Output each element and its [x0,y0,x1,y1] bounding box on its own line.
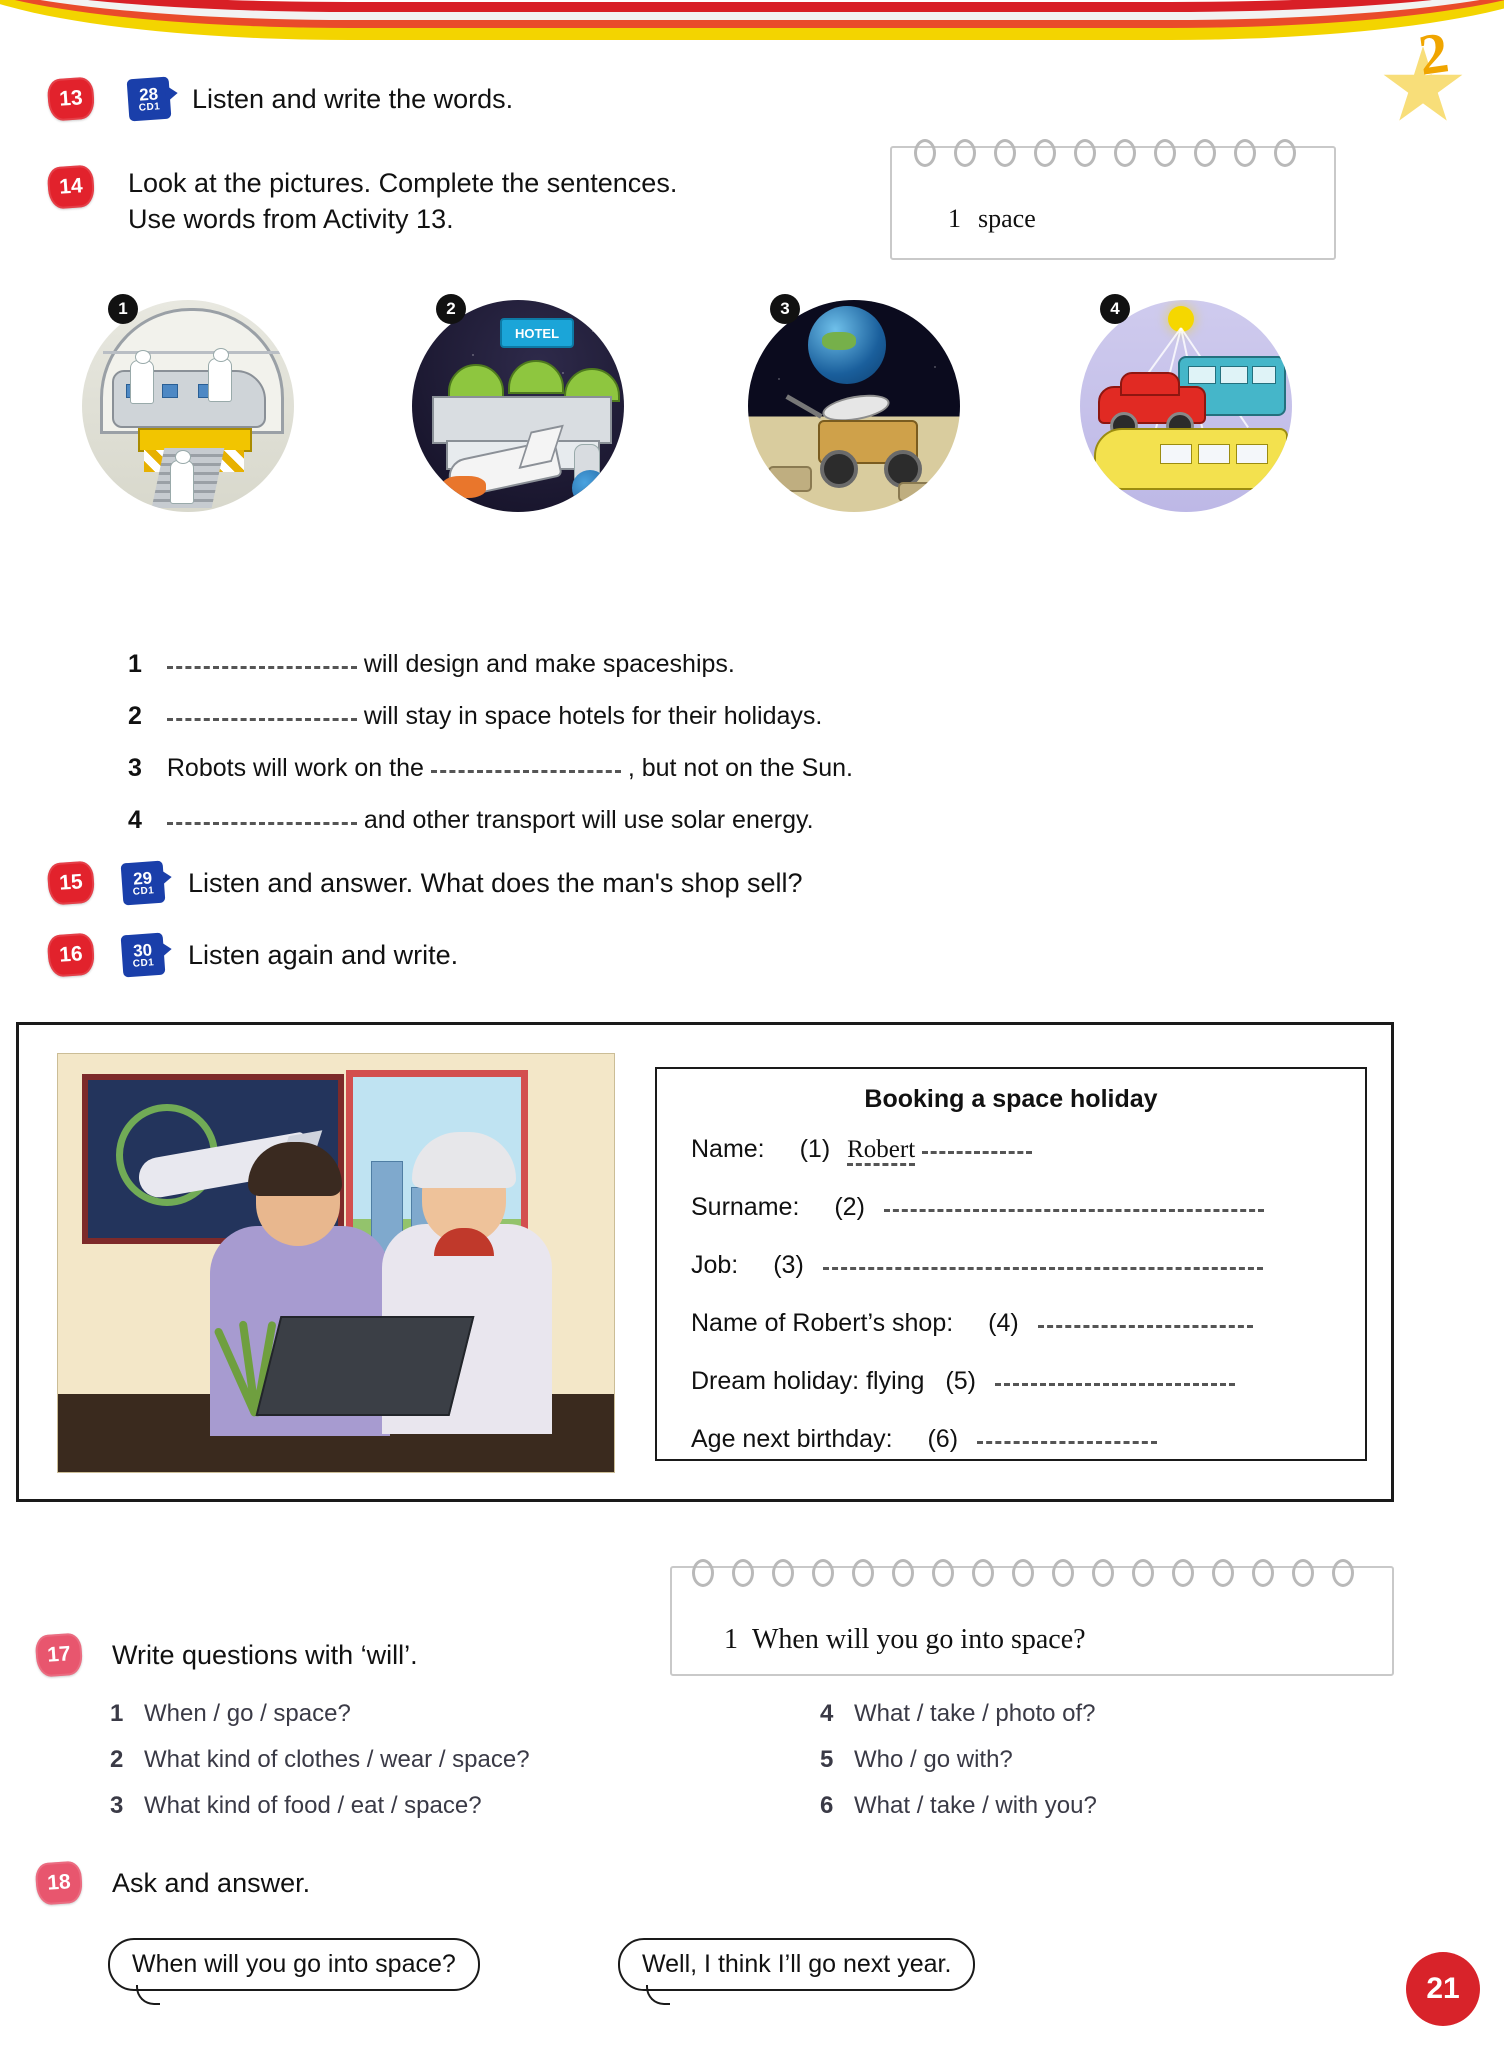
audio-track-number: 29 [132,867,153,889]
page-number-badge: 21 [1406,1952,1480,2026]
form-blank-6[interactable] [977,1441,1157,1444]
sentence-3-number: 3 [128,754,142,782]
speech-bubble-answer: Well, I think I’ll go next year. [618,1938,975,1991]
form-row-name [691,1135,1032,1164]
question-1-text: When / go / space? [144,1700,351,1727]
sentence-4-number: 4 [128,806,142,834]
picture-3-badge: 3 [770,294,800,324]
audio-icon-28[interactable] [127,77,172,122]
activity-15-instruction: Listen and answer. What does the man's shop sell? [188,868,803,898]
sentence-3-pretext: Robots will work on the [166,754,424,782]
sentence-4-text: and other transport will use solar energy. [363,806,814,834]
form-row-surname [691,1193,1264,1222]
question-item-5 [820,1746,1013,1774]
form-answer-name[interactable]: Robert [847,1136,915,1166]
question-6-text: What / take / with you? [854,1792,1097,1819]
form-label-name: Name: [691,1135,765,1163]
form-blank-1[interactable] [922,1151,1032,1154]
activity-17-number: 17 [35,1632,84,1677]
question-4-number: 4 [820,1700,834,1727]
notepad-17-item: 1 [724,1624,738,1655]
question-2-number: 2 [110,1746,124,1773]
activity-16-instruction: Listen again and write. [188,940,459,970]
form-blank-3[interactable] [823,1267,1263,1270]
question-item-2 [110,1746,530,1774]
picture-solar-transport [1080,300,1292,512]
form-marker-6: (6) [927,1425,959,1453]
picture-1-badge: 1 [108,294,138,324]
audio-cd-label: CD1 [138,100,161,114]
sentence-1 [128,650,735,679]
form-blank-2[interactable] [884,1209,1264,1212]
audio-icon-29[interactable] [121,861,166,906]
unit-number: 2 [1414,19,1453,88]
sentence-4-blank[interactable] [167,822,357,825]
sentence-1-number: 1 [128,650,142,678]
picture-space-hotel [412,300,624,512]
activity-18-number: 18 [35,1860,84,1905]
sentence-4 [128,806,814,835]
form-label-dream-holiday: Dream holiday: flying [691,1367,925,1395]
question-item-1 [110,1700,351,1728]
form-row-dream-holiday [691,1367,1235,1396]
activity-16-panel [16,1022,1394,1502]
question-5-number: 5 [820,1746,834,1773]
activity-16-number: 16 [47,932,96,977]
activity-13-instruction: Listen and write the words. [192,84,514,114]
booking-form [655,1067,1367,1461]
sentence-1-blank[interactable] [167,666,357,669]
sentence-3-blank[interactable] [431,770,621,773]
audio-track-number: 30 [132,939,153,961]
form-marker-1: (1) [799,1135,831,1163]
question-item-6 [820,1792,1097,1820]
question-4-text: What / take / photo of? [854,1700,1096,1727]
form-marker-2: (2) [834,1193,865,1221]
picture-spaceship-factory [82,300,294,512]
form-marker-5: (5) [945,1367,976,1395]
page-top-decoration [0,0,1504,80]
sentence-1-text: will design and make spaceships. [363,650,735,678]
question-item-4 [820,1700,1096,1728]
notepad-13-word: space [978,204,1036,233]
form-label-surname: Surname: [691,1193,800,1221]
picture-2-badge: 2 [436,294,466,324]
activity-14-instruction: Look at the pictures. Complete the sentences. Use words from Activity 13. [128,168,678,234]
audio-cd-label: CD1 [132,956,155,970]
form-label-shop-name: Name of Robert’s shop: [691,1309,954,1337]
question-3-text: What kind of food / eat / space? [144,1792,482,1819]
form-label-age: Age next birthday: [691,1425,893,1453]
notepad-17-text: When will you go into space? [752,1624,1086,1655]
activity-13-number: 13 [47,76,96,121]
audio-track-number: 28 [138,83,159,105]
audio-cd-label: CD1 [132,884,155,898]
form-marker-3: (3) [773,1251,804,1279]
sentence-2-blank[interactable] [167,718,357,721]
form-blank-5[interactable] [995,1383,1235,1386]
activity-18-instruction: Ask and answer. [112,1868,311,1898]
form-blank-4[interactable] [1038,1325,1253,1328]
activity-14-number: 14 [47,164,96,209]
form-label-job: Job: [691,1251,739,1279]
sentence-2-text: will stay in space hotels for their holidays. [363,702,823,730]
sentence-3 [128,754,853,783]
picture-moon-rover [748,300,960,512]
question-1-number: 1 [110,1700,124,1727]
picture-4-badge: 4 [1100,294,1130,324]
form-row-age [691,1425,1157,1454]
illustration-shop-conversation [57,1053,615,1473]
booking-form-title: Booking a space holiday [864,1085,1158,1113]
form-row-job [691,1251,1263,1280]
question-5-text: Who / go with? [854,1746,1013,1773]
sentence-2 [128,702,822,731]
question-item-3 [110,1792,482,1820]
notepad-activity-13 [890,146,1336,260]
activity-17-instruction: Write questions with ‘will’. [112,1640,418,1670]
notepad-activity-17 [670,1566,1394,1676]
hotel-sign-text: HOTEL [500,318,574,348]
notepad-13-item: 1 [948,204,961,233]
sentence-3-text: , but not on the Sun. [627,754,853,782]
activity-15-number: 15 [47,860,96,905]
question-6-number: 6 [820,1792,834,1819]
form-marker-4: (4) [988,1309,1019,1337]
speech-bubble-question: When will you go into space? [108,1938,480,1991]
sentence-2-number: 2 [128,702,142,730]
question-3-number: 3 [110,1792,124,1819]
question-2-text: What kind of clothes / wear / space? [144,1746,530,1773]
audio-icon-30[interactable] [121,933,166,978]
form-row-shop-name [691,1309,1253,1338]
